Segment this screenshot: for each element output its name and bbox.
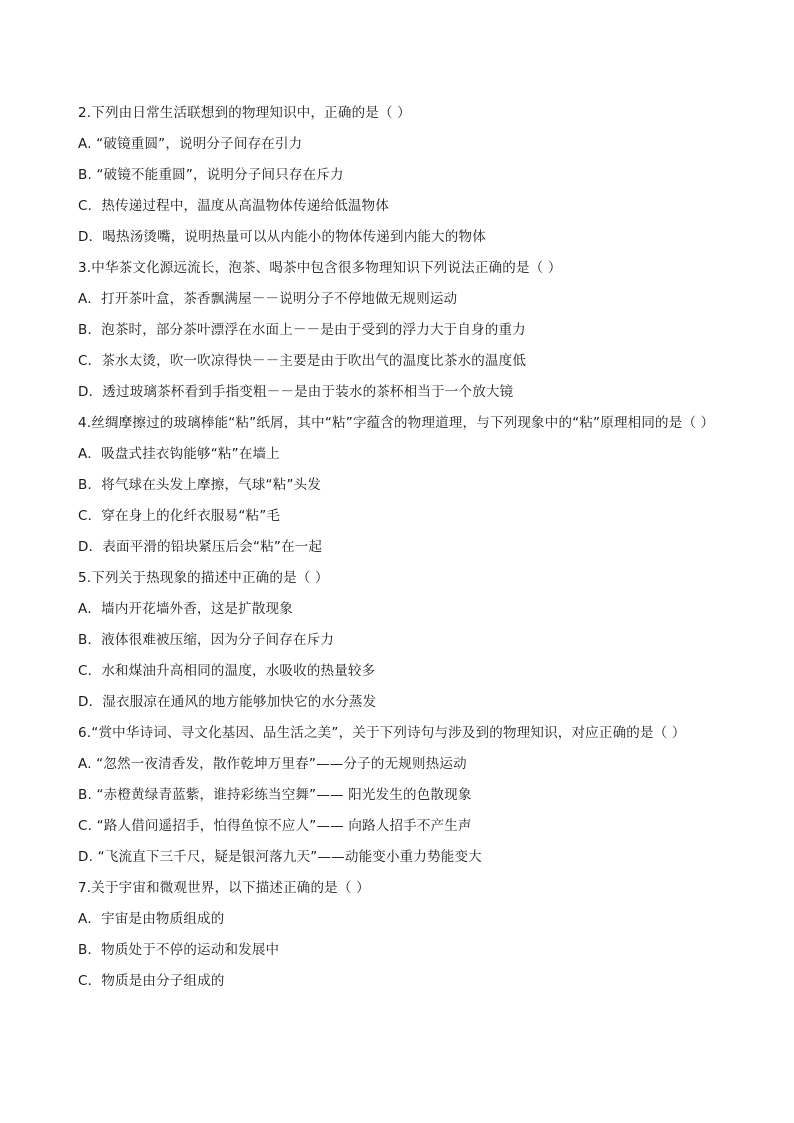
option-a: A．吸盘式挂衣钩能够“粘”在墙上 [78, 446, 280, 462]
option-c: C．茶水太烫，吹一吹凉得快－－主要是由于吹出气的温度比茶水的温度低 [78, 353, 527, 369]
question-stem [78, 408, 728, 439]
question-2 [78, 98, 728, 253]
option-d: D．喝热汤烫嘴，说明热量可以从内能小的物体传递到内能大的物体 [78, 229, 486, 245]
question-3 [78, 253, 728, 408]
option-b: B. “赤橙黄绿青蓝紫，谁持彩练当空舞”—— 阳光发生的色散现象 [78, 787, 472, 803]
question-4 [78, 408, 728, 563]
option-b: B．泡茶时，部分茶叶漂浮在水面上－－是由于受到的浮力大于自身的重力 [78, 322, 526, 338]
option-b: B．物质处于不停的运动和发展中 [78, 942, 280, 958]
question-stem: 2.下列由日常生活联想到的物理知识中，正确的是（ ） [78, 105, 411, 121]
question-list [78, 98, 728, 997]
option-d: D．表面平滑的铅块紧压后会“粘”在一起 [78, 539, 323, 555]
option-c: C．穿在身上的化纤衣服易“粘”毛 [78, 508, 281, 524]
option-a: A．打开茶叶盒，茶香飘满屋－－说明分子不停地做无规则运动 [78, 291, 458, 307]
option-c: C．物质是由分子组成的 [78, 973, 225, 989]
question-7 [78, 873, 728, 997]
question-stem: 5.下列关于热现象的描述中正确的是（ ） [78, 570, 329, 586]
option-a: A. “忽然一夜清香发，散作乾坤万里春”——分子的无规则热运动 [78, 756, 467, 772]
option-c: C．水和煤油升高相同的温度，水吸收的热量较多 [78, 663, 376, 679]
option-d: D. “飞流直下三千尺，疑是银河落九天”——动能变小重力势能变大 [78, 849, 482, 865]
option-c: C. “路人借问遥招手，怕得鱼惊不应人”—— 向路人招手不产生声 [78, 818, 472, 834]
option-b: B．将气球在头发上摩擦，气球“粘”头发 [78, 477, 322, 493]
option-d: D．透过玻璃茶杯看到手指变粗－－是由于装水的茶杯相当于一个放大镜 [78, 384, 514, 400]
option-a: A. “破镜重圆”，说明分子间存在引力 [78, 136, 303, 152]
option-b: B. “破镜不能重圆”，说明分子间只存在斥力 [78, 167, 344, 183]
option-a: A．墙内开花墙外香，这是扩散现象 [78, 601, 293, 617]
question-stem: 3.中华茶文化源远流长，泡茶、喝茶中包含很多物理知识下列说法正确的是（ ） [78, 260, 562, 276]
question-stem: 6.“赏中华诗词、寻文化基因、品生活之美”，关于下列诗句与涉及到的物理知识，对应正确的是（ ） [78, 725, 686, 741]
option-a: A．宇宙是由物质组成的 [78, 911, 225, 927]
question-stem-text: 4.丝绸摩擦过的玻璃棒能“粘”纸屑，其中“粘”字蕴含的物理道理，与下列现象中的“粘”原理相同的是（ ） [78, 415, 715, 431]
question-5 [78, 563, 728, 718]
option-c: C．热传递过程中，温度从高温物体传递给低温物体 [78, 198, 390, 214]
question-stem: 7.关于宇宙和微观世界，以下描述正确的是（ ） [78, 880, 370, 896]
option-d: D．湿衣服凉在通风的地方能够加快它的水分蒸发 [78, 694, 377, 710]
option-b: B．液体很难被压缩，因为分子间存在斥力 [78, 632, 335, 648]
question-6 [78, 718, 728, 873]
